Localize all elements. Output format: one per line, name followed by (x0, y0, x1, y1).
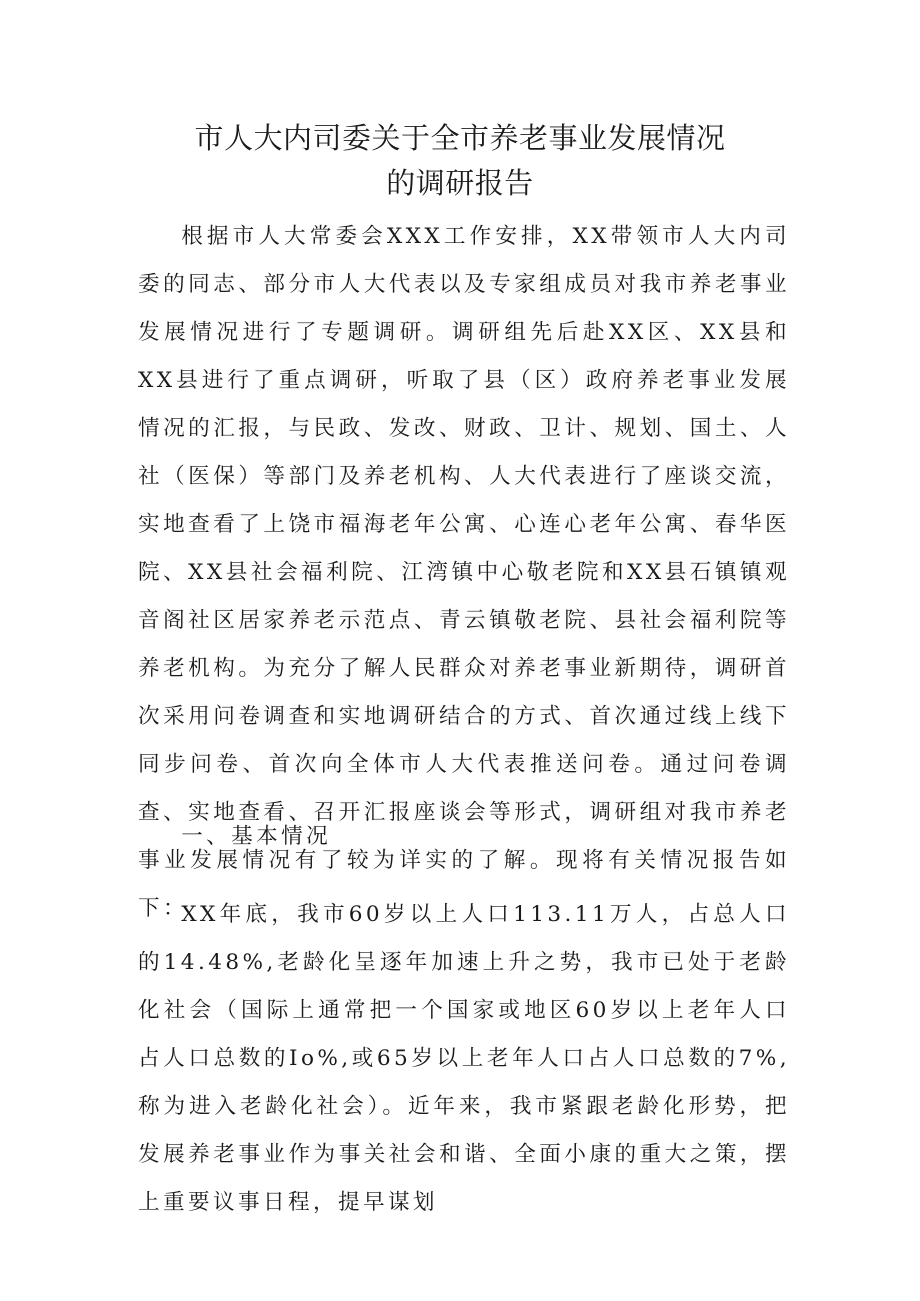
section-heading-basic-situation: 一、基本情况 (181, 824, 332, 849)
title-line-1: 市人大内司委关于全市养老事业发展情况 (194, 121, 726, 155)
document-title (0, 116, 920, 206)
intro-paragraph: 根据市人大常委会XXX工作安排，XX带领市人大内司委的同志、部分市人大代表以及专家组成员对我市养老事业发展情况进行了专题调研。调研组先后赴XX区、XX县和XX县进行了重点调研，听取了县（区）政府养老事业发展情况的汇报，与民政、发改、财政、卫计、规划、国土、人社（医保）等部门及养老机构、人大代表进行了座谈交流，实地查看了上饶市福海老年公寓、心连心老年公寓、春华医院、XX县社会福利院、江湾镇中心敬老院和XX县石镇镇观音阁社区居家养老示范点、青云镇敬老院、县社会福利院等养老机构。为充分了解人民群众对养老事业新期待，调研首次采用问卷调查和实地调研结合的方式、首次通过线上线下同步问卷、首次向全体市人大代表推送问卷。通过问卷调查、实地查看、召开汇报座谈会等形式，调研组对我市养老事业发展情况有了较为详实的了解。现将有关情况报告如下： (138, 224, 790, 921)
basic-situation-paragraph: XX年底，我市60岁以上人口113.11万人，占总人口的14.48%,老龄化呈逐年加速上升之势，我市已处于老龄化社会（国际上通常把一个国家或地区60岁以上老年人口占人口总数的Io%,或65岁以上老年人口占人口总数的7%,称为进入老龄化社会）。近年来，我市紧跟老龄化形势，把发展养老事业作为事关社会和谐、全面小康的重大之策，摆上重要议事日程，提早谋划 (138, 902, 790, 1215)
title-line-2: 的调研报告 (386, 166, 534, 200)
